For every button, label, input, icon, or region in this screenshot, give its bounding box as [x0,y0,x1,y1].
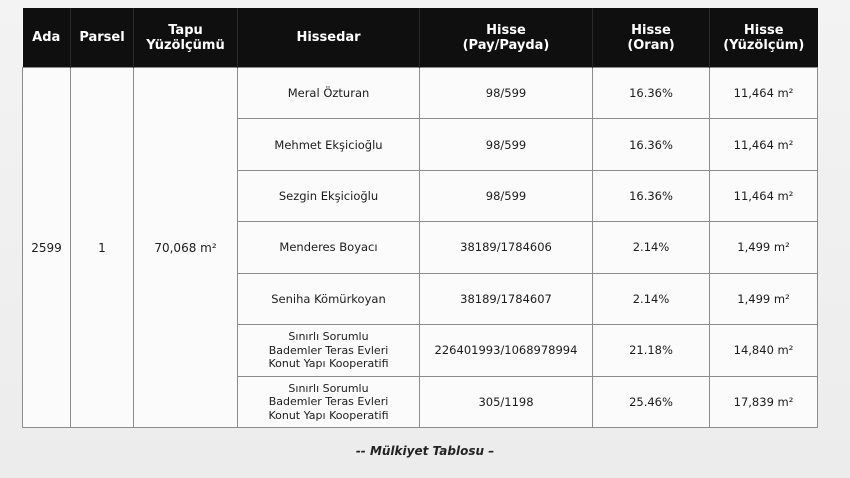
cell-parsel: 1 [71,68,134,428]
hissedar-name-line: Konut Yapı Kooperatifi [268,357,389,371]
header-hissedar: Hissedar [238,8,420,68]
cell-hissedar [238,273,420,324]
header-tapu-line1: Tapu [168,22,203,38]
hissedar-name-line: Bademler Teras Evleri [268,343,389,357]
cell-pay-payda: 98/599 [420,68,593,119]
header-hisse-oran [593,8,710,68]
header-oran-line1: Hisse [631,22,671,38]
cell-oran: 2.14% [593,273,710,324]
header-hisse-pay-payda [420,8,593,68]
cell-oran: 25.46% [593,376,710,427]
cell-oran: 21.18% [593,325,710,376]
ownership-table-container [22,8,817,428]
header-hisse-yuzolcum [710,8,818,68]
cell-oran: 16.36% [593,170,710,221]
cell-pay-payda: 98/599 [420,119,593,170]
cell-yuzolcum: 11,464 m² [710,170,818,221]
cell-yuzolcum: 11,464 m² [710,68,818,119]
hissedar-name-line: Sınırlı Sorumlu [288,330,369,344]
hissedar-name-line: Sınırlı Sorumlu [288,381,369,395]
cell-yuzolcum: 1,499 m² [710,222,818,273]
cell-oran: 2.14% [593,222,710,273]
cell-hissedar [238,325,420,376]
ownership-table [22,8,818,428]
cell-hissedar [238,376,420,427]
cell-yuzolcum: 1,499 m² [710,273,818,324]
table-header [23,8,818,68]
header-pay-line1: Hisse [486,22,526,38]
cell-hissedar [238,119,420,170]
header-ada: Ada [23,8,71,68]
header-parsel: Parsel [71,8,134,68]
hissedar-name-line: Menderes Boyacı [279,240,378,255]
header-pay-line2: (Pay/Payda) [462,37,550,53]
hissedar-name-line: Konut Yapı Kooperatifi [268,408,389,422]
cell-tapu-yuzolcumu: 70,068 m² [134,68,238,428]
cell-pay-payda: 38189/1784607 [420,273,593,324]
cell-yuzolcum: 17,839 m² [710,376,818,427]
hissedar-name-line: Seniha Kömürkoyan [271,291,386,306]
cell-ada: 2599 [23,68,71,428]
cell-hissedar [238,68,420,119]
cell-hissedar [238,222,420,273]
header-tapu-line2: Yüzölçümü [146,37,225,53]
cell-pay-payda: 226401993/1068978994 [420,325,593,376]
table-body [23,68,818,428]
header-tapu-yuzolcumu [134,8,238,68]
hissedar-name-line: Meral Özturan [287,86,370,101]
hissedar-name-line: Mehmet Ekşicioğlu [274,137,383,152]
cell-pay-payda: 305/1198 [420,376,593,427]
header-yuz-line1: Hisse [743,22,784,38]
hissedar-name-line: Bademler Teras Evleri [268,395,389,409]
cell-pay-payda: 38189/1784606 [420,222,593,273]
cell-oran: 16.36% [593,119,710,170]
cell-hissedar [238,170,420,221]
header-yuz-line2: (Yüzölçüm) [723,37,805,53]
cell-yuzolcum: 14,840 m² [710,325,818,376]
hissedar-name-line: Sezgin Ekşicioğlu [278,189,379,204]
header-oran-line2: (Oran) [627,37,675,53]
table-row [23,68,818,119]
cell-oran: 16.36% [593,68,710,119]
table-caption: -- Mülkiyet Tablosu – [355,444,495,458]
cell-yuzolcum: 11,464 m² [710,119,818,170]
cell-pay-payda: 98/599 [420,170,593,221]
